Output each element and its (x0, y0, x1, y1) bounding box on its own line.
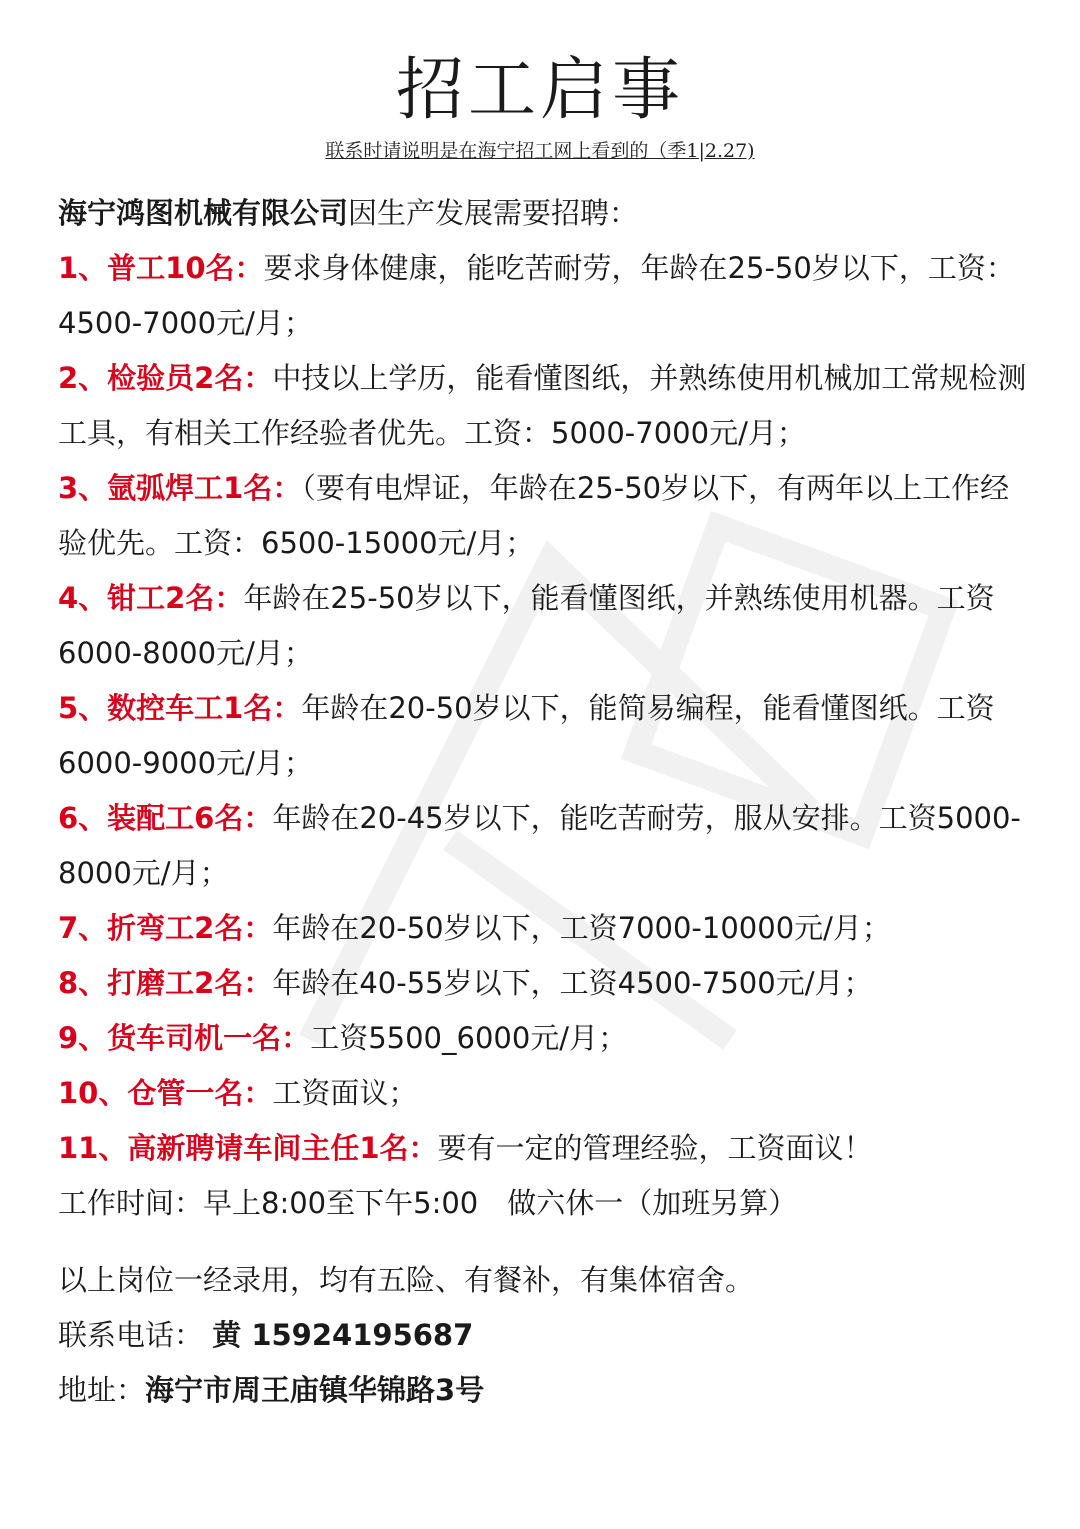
company-name: 海宁鸿图机械有限公司 (58, 196, 349, 230)
intro-line (58, 186, 1038, 241)
job-item (58, 351, 1038, 461)
job-item (58, 1066, 1038, 1121)
job-description: 中技以上学历，能看懂图纸，并熟练使用机械加工常规检测工具，有相关工作经验者优先。工资：5000-7000元/月； (58, 361, 1027, 450)
job-description: 工资5500_6000元/月； (310, 1021, 628, 1055)
contact-phone-line (58, 1308, 1038, 1363)
job-title: 1、普工10名： (58, 251, 264, 285)
benefits-line: 以上岗位一经录用，均有五险、有餐补，有集体宿舍。 (58, 1263, 755, 1297)
job-description: 年龄在25-50岁以下，能看懂图纸，并熟练使用机器。工资6000-8000元/月； (58, 581, 995, 670)
job-title: 3、氩弧焊工1名： (58, 471, 302, 505)
job-description: 年龄在20-50岁以下，能简易编程，能看懂图纸。工资6000-9000元/月； (58, 691, 995, 780)
job-item (58, 1011, 1038, 1066)
job-item (58, 1121, 1038, 1176)
job-title: 8、打磨工2名： (58, 966, 273, 1000)
address-value: 海宁市周王庙镇华锦路3号 (145, 1373, 485, 1407)
job-title: 11、高新聘请车间主任1名： (58, 1131, 438, 1165)
job-title: 9、货车司机一名： (58, 1021, 311, 1055)
job-description: （要有电焊证，年龄在25-50岁以下，有两年以上工作经验优先。工资：6500-15000元/月； (58, 471, 1010, 560)
job-description: 年龄在20-45岁以下，能吃苦耐劳，服从安排。工资5000-8000元/月； (58, 801, 1021, 890)
phone-number: 黄 15924195687 (212, 1318, 474, 1352)
job-item (58, 241, 1038, 351)
address-label: 地址： (58, 1373, 146, 1407)
job-title: 10、仓管一名： (58, 1076, 273, 1110)
spacer (58, 1231, 1038, 1253)
job-title: 7、折弯工2名： (58, 911, 273, 945)
work-time: 工作时间：早上8:00至下午5:00 做六休一（加班另算） (58, 1186, 798, 1220)
job-description: 要有一定的管理经验，工资面议！ (437, 1131, 873, 1165)
job-description: 年龄在20-50岁以下，工资7000-10000元/月； (272, 911, 891, 945)
job-item (58, 571, 1038, 681)
job-description: 要求身体健康，能吃苦耐劳，年龄在25-50岁以下，工资：4500-7000元/月； (58, 251, 1015, 340)
job-title: 4、钳工2名： (58, 581, 244, 615)
job-item (58, 956, 1038, 1011)
job-item (58, 461, 1038, 571)
job-description: 年龄在40-55岁以下，工资4500-7500元/月； (272, 966, 873, 1000)
intro-text: 因生产发展需要招聘： (348, 196, 639, 230)
job-item (58, 791, 1038, 901)
page-title: 招工启事 (395, 51, 684, 130)
source-note: 联系时请说明是在海宁招工网上看到的（季1|2.27) (325, 140, 755, 162)
address-line (58, 1363, 1038, 1418)
notice-body (58, 186, 1038, 1418)
job-description: 工资面议； (272, 1076, 418, 1110)
job-title: 5、数控车工1名： (58, 691, 302, 725)
phone-label: 联系电话： (58, 1318, 204, 1352)
job-item (58, 901, 1038, 956)
job-title: 6、装配工6名： (58, 801, 273, 835)
job-item (58, 681, 1038, 791)
job-title: 2、检验员2名： (58, 361, 273, 395)
